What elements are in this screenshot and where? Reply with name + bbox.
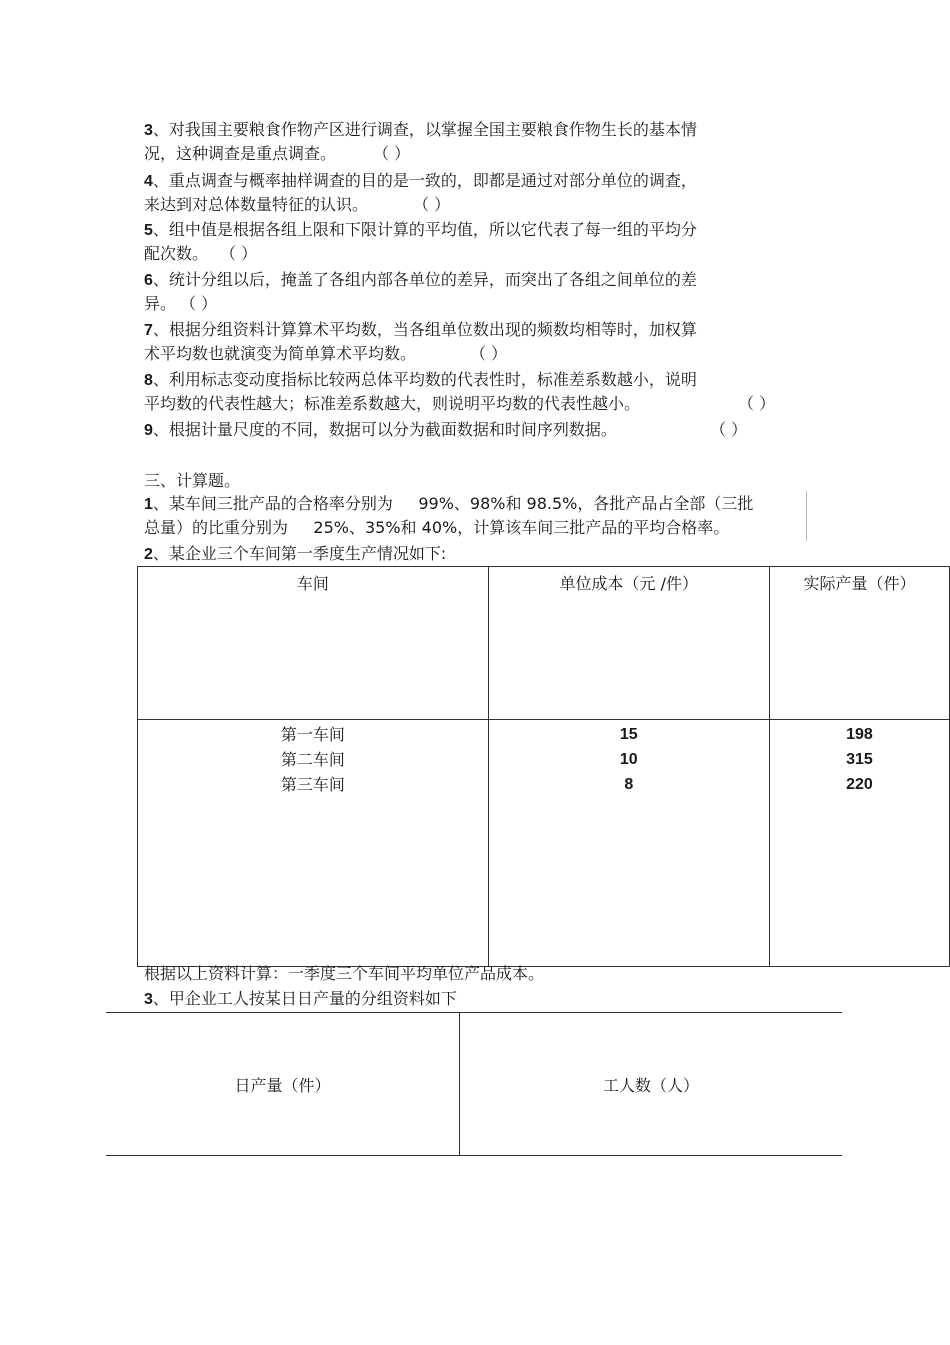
answer-parentheses[interactable]: （ ） xyxy=(220,244,258,263)
header-daily-output: 日产量（件） xyxy=(106,1013,460,1156)
header-workshop: 车间 xyxy=(138,567,489,720)
item-text-line1: 、利用标志变动度指标比较两总体平均数的代表性时，标准差系数越小，说明 xyxy=(152,370,697,389)
item-text-line2: 异。 xyxy=(144,294,177,313)
output-value: 315 xyxy=(846,751,873,768)
unit-cost-value: 15 xyxy=(619,726,638,743)
item-number: 1 xyxy=(144,496,153,513)
item-text-line2: 平均数的代表性越大；标准差系数越大，则说明平均数的代表性越小。 xyxy=(144,394,641,413)
header-unit-cost: 单位成本（元 /件） xyxy=(488,567,769,720)
item-text-line1: 、重点调查与概率抽样调查的目的是一致的，即都是通过对部分单位的调查， xyxy=(152,171,697,190)
item-number: 5 xyxy=(144,222,153,239)
item-number: 9 xyxy=(144,422,153,439)
item-text-line2: 术平均数也就演变为简单算术平均数。 xyxy=(144,344,417,363)
item-text-line1: 、组中值是根据各组上限和下限计算的平均值，所以它代表了每一组的平均分 xyxy=(152,220,697,239)
item-number: 2 xyxy=(144,546,153,563)
workshop-table xyxy=(137,566,950,967)
calc1-line2: 总量）的比重分别为 25%、35%和 40%，计算该车间三批产品的平均合格率。 xyxy=(144,518,730,537)
section-title: 三、计算题。 xyxy=(144,471,241,490)
answer-parentheses[interactable]: （ ） xyxy=(738,394,776,413)
unit-cost-value: 10 xyxy=(619,751,638,768)
item-text-line1: 、根据计量尺度的不同，数据可以分为截面数据和时间序列数据。 xyxy=(152,420,617,439)
unit-cost-value: 8 xyxy=(624,776,634,793)
table-row xyxy=(138,720,950,967)
daily-output-table xyxy=(106,1012,842,1156)
item-number: 7 xyxy=(144,322,153,339)
header-worker-count: 工人数（人） xyxy=(460,1013,843,1156)
workshop-name: 第三车间 xyxy=(280,775,345,794)
output-cell xyxy=(769,720,949,967)
item-text-line2: 况，这种调查是重点调查。 xyxy=(144,144,337,163)
answer-parentheses[interactable]: （ ） xyxy=(373,144,411,163)
unit-cost-cell xyxy=(488,720,769,967)
item-text-line1: 、对我国主要粮食作物产区进行调查，以掌握全国主要粮食作物生长的基本情 xyxy=(152,120,697,139)
output-value: 198 xyxy=(846,726,873,743)
item-text-line2: 来达到对总体数量特征的认识。 xyxy=(144,195,369,214)
workshop-name: 第一车间 xyxy=(280,725,345,744)
item-number: 3 xyxy=(144,991,153,1008)
calc2-intro: 2、某企业三个车间第一季度生产情况如下: xyxy=(144,544,447,563)
header-output: 实际产量（件） xyxy=(769,567,949,720)
item-text-line1: 、统计分组以后，掩盖了各组内部各单位的差异，而突出了各组之间单位的差 xyxy=(152,270,697,289)
item-number: 3 xyxy=(144,122,153,139)
answer-parentheses[interactable]: （ ） xyxy=(180,294,218,313)
item-number: 6 xyxy=(144,272,153,289)
answer-parentheses[interactable]: （ ） xyxy=(470,344,508,363)
workshop-names-cell xyxy=(138,720,489,967)
table-header-row xyxy=(106,1013,842,1156)
table-header-row xyxy=(138,567,950,720)
item-number: 8 xyxy=(144,372,153,389)
item-number: 4 xyxy=(144,173,153,190)
workshop-name: 第二车间 xyxy=(280,750,345,769)
item-text-line2: 配次数。 xyxy=(144,244,209,263)
output-value: 220 xyxy=(846,776,873,793)
item-text-line1: 、根据分组资料计算算术平均数，当各组单位数出现的频数均相等时，加权算 xyxy=(152,320,697,339)
answer-parentheses[interactable]: （ ） xyxy=(413,195,451,214)
calc3-intro: 3、甲企业工人按某日日产量的分组资料如下 xyxy=(144,989,457,1008)
answer-parentheses[interactable]: （ ） xyxy=(710,420,748,439)
calc2-note: 根据以上资料计算：一季度三个车间平均单位产品成本。 xyxy=(144,964,545,983)
calc1-line1: 1、某车间三批产品的合格率分别为 99%、98%和 98.5%，各批产品占全部（三批 xyxy=(144,494,754,513)
